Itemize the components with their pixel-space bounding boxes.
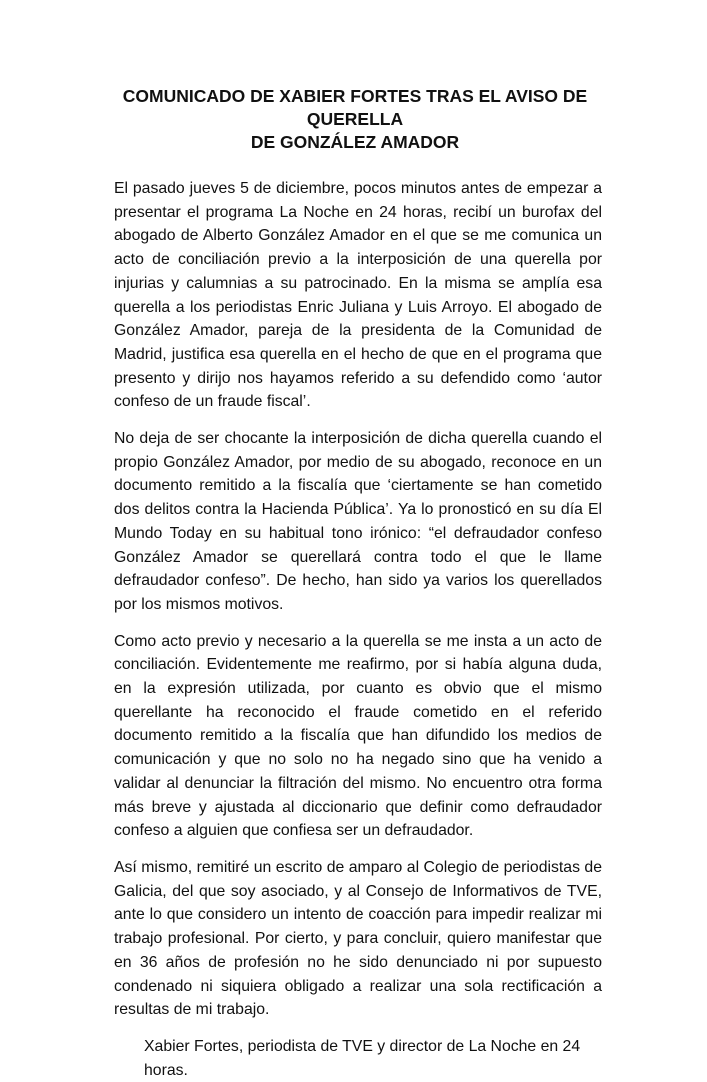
document-body [114,177,602,1082]
document-title [100,85,610,154]
paragraph-4: Así mismo, remitiré un escrito de amparo al Colegio de periodistas de Galicia, del que soy asociado, y al Consejo de Informativos de TVE, ante lo que considero un intento de coacción para impedir realizar mi trabajo profesional. Por cierto, y para concluir, quiero manifestar que en 36 años de profesión no he sido denunciado ni por supuesto condenado ni siquiera obligado a realizar una sola rectificación a resultas de mi trabajo. [114,858,602,1019]
paragraph-2: No deja de ser chocante la interposición de dicha querella cuando el propio González Amador, por medio de su abogado, reconoce en un documento remitido a la fiscalía que ‘ciertamente se han cometido dos delitos contra la Hacienda Pública’. Ya lo pronosticó en su día El Mundo Today en su habitual tono irónico: “el defraudador confeso González Amador se querellará contra todo el que le llame defraudador confeso”. De hecho, han sido ya varios los querellados por los mismos motivos. [114,430,602,613]
title-line-2: DE GONZÁLEZ AMADOR [250,132,460,152]
paragraph-1: El pasado jueves 5 de diciembre, pocos minutos antes de empezar a presentar el programa La Noche en 24 horas, recibí un burofax del abogado de Alberto González Amador en el que se me comunica un acto de conciliación previo a la interposición de una querella por injurias y calumnias a su patrocinado. En la misma se amplía esa querella a los periodistas Enric Juliana y Luis Arroyo. El abogado de González Amador, pareja de la presidenta de la Comunidad de Madrid, justifica esa querella en el hecho de que en el programa que presento y dirijo nos hayamos referido a su defendido como ‘autor confeso de un fraude fiscal’. [114,180,602,411]
paragraph-3: Como acto previo y necesario a la querella se me insta a un acto de conciliación. Evidentemente me reafirmo, por si había alguna duda, en la expresión utilizada, por cuanto es obvio que el mismo querellante ha reconocido el fraude cometido en el referido documento remitido a la fiscalía que han difundido los medios de comunicación y que no solo no ha negado sino que ha venido a validar al denunciar la filtración del mismo. No encuentro otra forma más breve y ajustada al diccionario que definir como defraudador confeso a alguien que confiesa ser un defraudador. [114,632,602,840]
title-line-1: COMUNICADO DE XABIER FORTES TRAS EL AVISO DE QUERELLA [122,86,588,129]
signature: Xabier Fortes, periodista de TVE y director de La Noche en 24 horas. [144,1037,581,1079]
